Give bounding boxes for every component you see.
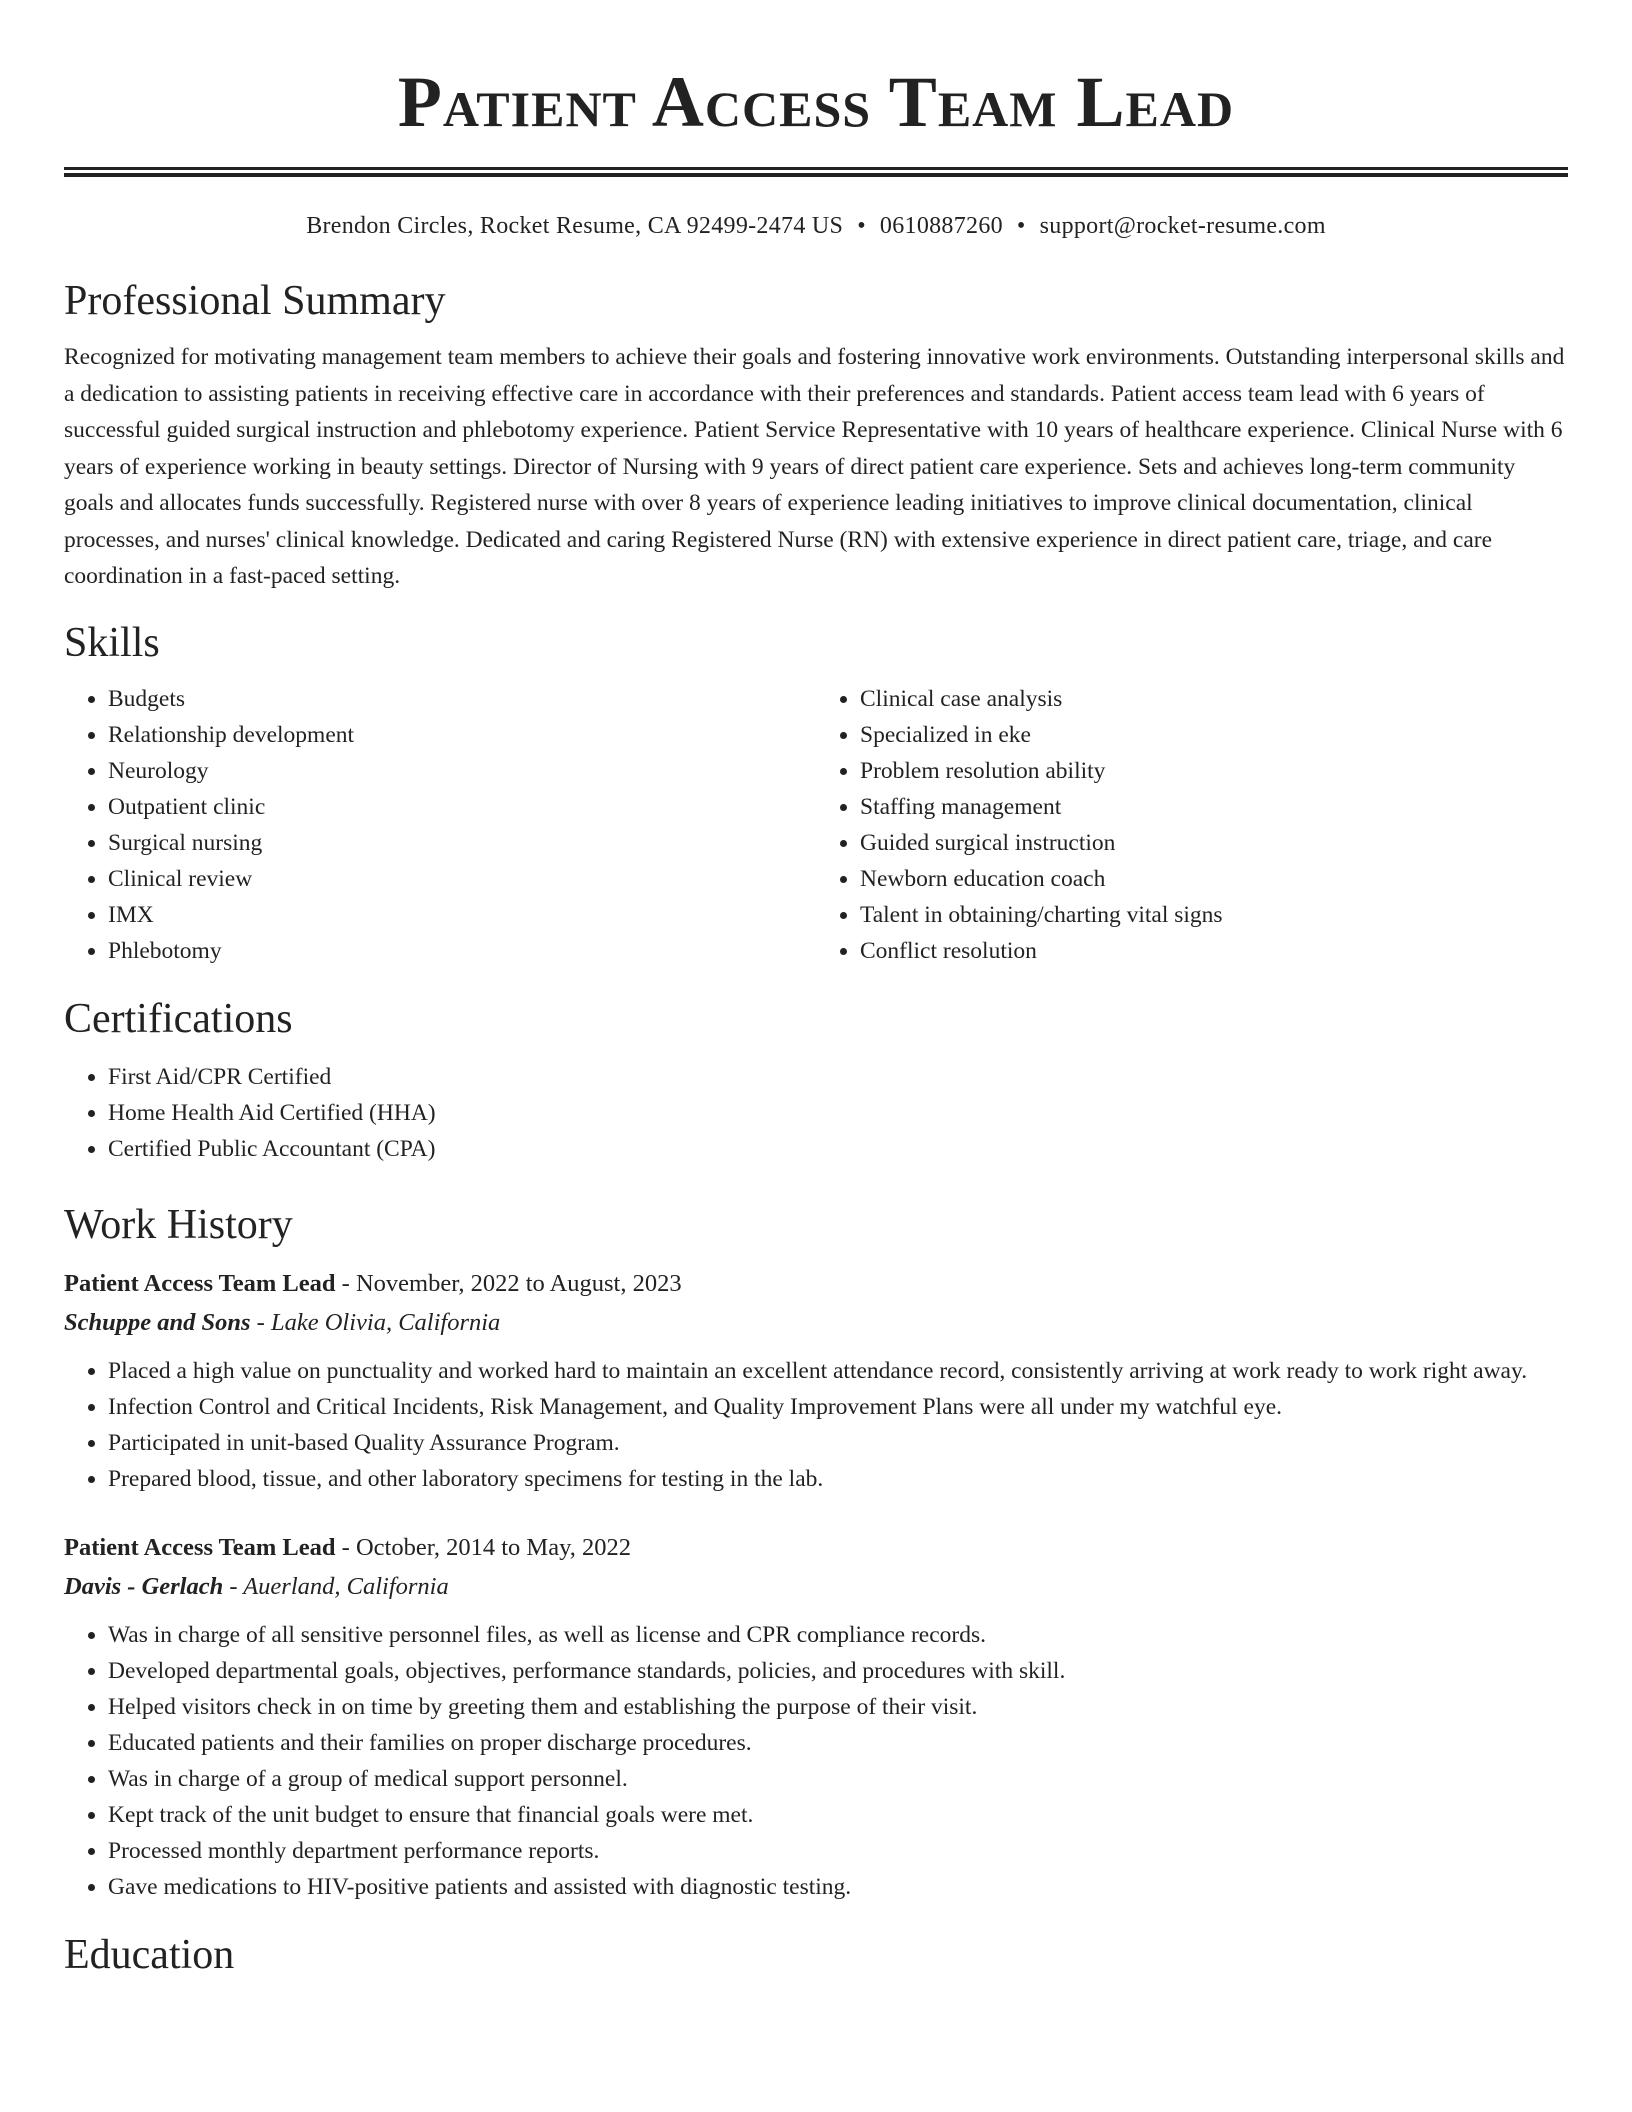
skill-item: • Surgical nursing (108, 825, 816, 861)
job-location: - Lake Olivia, California (250, 1308, 501, 1336)
job-duties-list (64, 1617, 1568, 1905)
contact-line (64, 209, 1568, 243)
skill-item: • Newborn education coach (860, 861, 1568, 897)
contact-separator: • (857, 213, 866, 239)
job-duty: • Infection Control and Critical Incidents, Risk Management, and Quality Improvement Plans were all under my watchful eye. (108, 1389, 1568, 1425)
job-entry (64, 1265, 1568, 1497)
certifications-heading: Certifications (64, 995, 293, 1042)
skill-item: • Clinical case analysis (860, 681, 1568, 717)
candidate-name: Patient Access Team Lead (397, 62, 1235, 142)
skill-item: • Staffing management (860, 789, 1568, 825)
job-duty: • Was in charge of all sensitive personnel files, as well as license and CPR compliance records. (108, 1617, 1568, 1653)
skill-item: • Talent in obtaining/charting vital signs (860, 897, 1568, 933)
skill-item: • IMX (108, 897, 816, 933)
job-duty: • Educated patients and their families on proper discharge procedures. (108, 1725, 1568, 1761)
certification-item: • Home Health Aid Certified (HHA) (108, 1095, 1568, 1131)
job-duty: • Placed a high value on punctuality and worked hard to maintain an excellent attendance record, consistently arriving at work ready to work right away. (108, 1353, 1568, 1389)
skill-item: • Conflict resolution (860, 933, 1568, 969)
job-dates: - October, 2014 to May, 2022 (335, 1533, 631, 1561)
job-duties-list (64, 1353, 1568, 1497)
job-duty: • Gave medications to HIV-positive patients and assisted with diagnostic testing. (108, 1869, 1568, 1905)
skills-heading: Skills (64, 619, 160, 666)
job-company: Schuppe and Sons (64, 1308, 251, 1336)
job-location: - Auerland, California (223, 1572, 449, 1600)
skill-item: • Clinical review (108, 861, 816, 897)
job-company-line (64, 1567, 1568, 1607)
skill-item: • Relationship development (108, 717, 816, 753)
contact-email: support@rocket-resume.com (1039, 213, 1326, 239)
job-duty: • Helped visitors check in on time by greeting them and establishing the purpose of their visit. (108, 1689, 1568, 1725)
summary-heading: Professional Summary (64, 278, 446, 324)
job-duty: • Participated in unit-based Quality Assurance Program. (108, 1425, 1568, 1461)
certification-item: • First Aid/CPR Certified (108, 1059, 1568, 1095)
skill-item: • Neurology (108, 753, 816, 789)
skills-list-right (816, 681, 1568, 969)
contact-phone: 0610887260 (879, 213, 1003, 239)
skill-item: • Guided surgical instruction (860, 825, 1568, 861)
job-title-line (64, 1529, 1568, 1567)
job-company-line (64, 1303, 1568, 1343)
education-heading: Education (64, 1931, 235, 1978)
job-title: Patient Access Team Lead (64, 1269, 336, 1297)
summary-text: Recognized for motivating management team members to achieve their goals and fostering innovative work environments. Outstanding interpersonal skills and a dedication to assisting patients in receiving effective care in accordance with their preferences and standards. Patient access team lead with 6 years of successful guided surgical instruction and phlebotomy experience. Patient Service Representative with 10 years of healthcare experience. Clinical Nurse with 6 years of experience working in beauty settings. Director of Nursing with 9 years of direct patient care experience. Sets and achieves long-term community goals and allocates funds successfully. Registered nurse with over 8 years of experience leading initiatives to improve clinical documentation, clinical processes, and nurses' clinical knowledge. Dedicated and caring Registered Nurse (RN) with extensive experience in direct patient care, triage, and care coordination in a fast-paced setting. (64, 344, 1565, 589)
job-dates: - November, 2022 to August, 2023 (335, 1269, 682, 1297)
work-history-heading: Work History (64, 1201, 293, 1248)
skill-item: • Budgets (108, 681, 816, 717)
certification-item: • Certified Public Accountant (CPA) (108, 1131, 1568, 1167)
job-duty: • Was in charge of a group of medical support personnel. (108, 1761, 1568, 1797)
certifications-list (64, 1059, 1568, 1167)
skills-columns (64, 681, 1568, 969)
skill-item: • Outpatient clinic (108, 789, 816, 825)
skill-item: • Problem resolution ability (860, 753, 1568, 789)
job-duty: • Kept track of the unit budget to ensure that financial goals were met. (108, 1797, 1568, 1833)
skill-item: • Phlebotomy (108, 933, 816, 969)
contact-address: Brendon Circles, Rocket Resume, CA 92499-2474 US (306, 213, 844, 239)
job-duty: • Processed monthly department performance reports. (108, 1833, 1568, 1869)
header-divider (64, 167, 1568, 177)
skill-item: • Specialized in eke (860, 717, 1568, 753)
job-title-line (64, 1265, 1568, 1303)
job-company: Davis - Gerlach (64, 1572, 224, 1600)
skills-list-left (64, 681, 816, 969)
contact-separator: • (1016, 213, 1026, 239)
job-entry (64, 1529, 1568, 1905)
job-duty: • Developed departmental goals, objectives, performance standards, policies, and procedures with skill. (108, 1653, 1568, 1689)
job-duty: • Prepared blood, tissue, and other laboratory specimens for testing in the lab. (108, 1461, 1568, 1497)
job-title: Patient Access Team Lead (64, 1533, 336, 1561)
